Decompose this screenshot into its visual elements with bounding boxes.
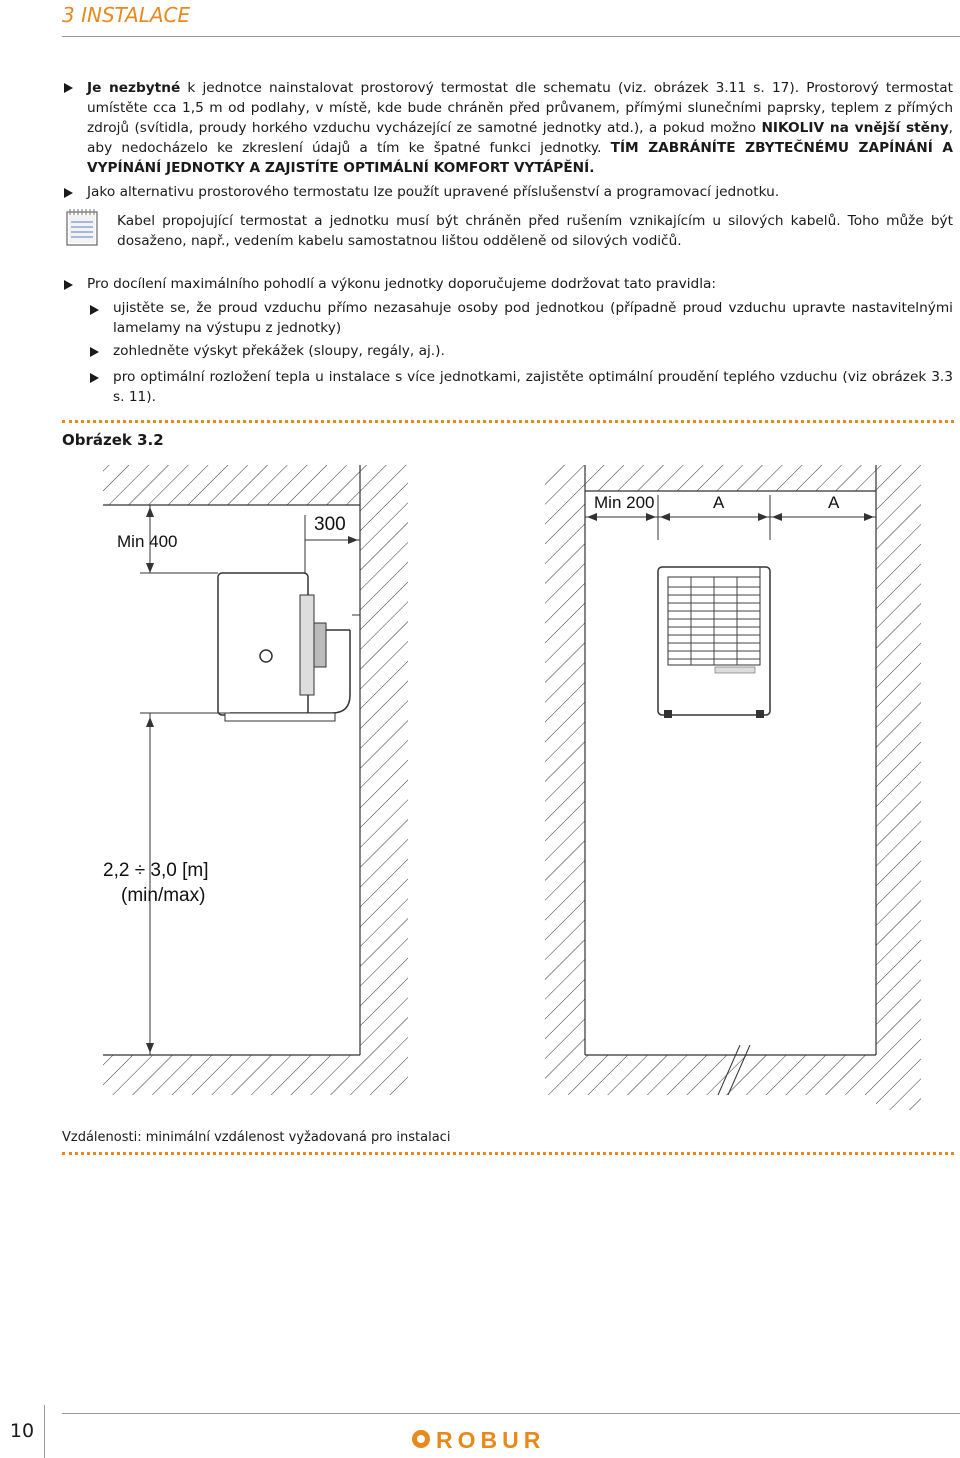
robur-logo bbox=[410, 1426, 605, 1456]
rules-intro: Pro docílení maximálního pohodlí a výkonu jednotky doporučujeme dodržovat tato pravidla: bbox=[87, 276, 717, 292]
rule-item: ujistěte se, že proud vzduchu přímo nezasahuje osoby pod jednotkou (případně proud vzduchu upravte nastavitelnými lamelamy na výstupu z jednotky) bbox=[113, 300, 953, 336]
dotted-separator bbox=[62, 420, 954, 423]
note-text: Kabel propojující termostat a jednotku musí být chráněn před rušením vznikajícím u silových kabelů. Toho může být dosaženo, např., vedením kabelu samostatnou lištou odděleně od silových vodičů. bbox=[117, 213, 953, 249]
dim-min400-label: Min 400 bbox=[117, 532, 178, 551]
right-room-diagram bbox=[545, 465, 921, 1110]
footer-vertical-rule bbox=[44, 1405, 45, 1458]
installation-diagram bbox=[0, 455, 960, 1115]
dim-height-label: 2,2 ÷ 3,0 [m] bbox=[103, 860, 209, 881]
figure-label: Obrázek 3.2 bbox=[62, 431, 164, 449]
bold-warning: NIKOLIV na vnější stěny bbox=[761, 120, 949, 136]
dim-300-label: 300 bbox=[314, 514, 346, 535]
bullet-arrow-icon bbox=[64, 83, 73, 93]
sub-bullet-arrow-icon bbox=[90, 373, 99, 383]
header-rule bbox=[62, 36, 960, 37]
dim-a-label: A bbox=[828, 493, 840, 512]
logo-wordmark: ROBUR bbox=[436, 1427, 546, 1452]
notepad-icon bbox=[66, 207, 100, 247]
paragraph-text: k jednotce nainstalovat prostorový termostat dle schematu (viz. obrázek 3.11 s. 17). Prostorový termostat umístěte cca 1,5 m od podlahy, v místě, kde bude chráněn před průvanem, přímými slunečními paprsky, teplem z přímých zdrojů (svítidla, proudy horkého vzduchu vycházející ze samotné jednotky atd.), a pokud možno bbox=[87, 80, 953, 136]
bullet-arrow-icon bbox=[64, 280, 73, 290]
rule-item: pro optimální rozložení tepla u instalace s více jednotkami, zajistěte optimální proudění teplého vzduchu (viz obrázek 3.3 s. 11). bbox=[113, 369, 953, 405]
bullet-paragraph-alternative: Jako alternativu prostorového termostatu lze použít upravené příslušenství a programovací jednotku. bbox=[87, 184, 780, 200]
left-wall-diagram bbox=[103, 465, 408, 1095]
heater-front-view bbox=[658, 567, 770, 718]
caps-warning: TÍM ZABRÁNÍTE ZBYTEČNÉMU ZAPÍNÁNÍ A VYPÍNÁNÍ JEDNOTKY A ZAJISTÍTE OPTIMÁLNÍ KOMFORT VYTÁPĚNÍ. bbox=[87, 140, 953, 176]
heater-side-view bbox=[218, 573, 360, 721]
dotted-separator bbox=[62, 1152, 954, 1155]
rule-item: zohledněte výskyt překážek (sloupy, regály, aj.). bbox=[113, 343, 445, 359]
page-header bbox=[0, 0, 960, 38]
figure-caption: Vzdálenosti: minimální vzdálenost vyžadovaná pro instalaci bbox=[62, 1130, 451, 1145]
paragraph-text-2: , aby nedocházelo ke zkreslení údajů a tím ke špatné funkci jednotky. bbox=[87, 120, 953, 156]
page-number: 10 bbox=[9, 1420, 35, 1442]
sub-bullet-arrow-icon bbox=[90, 305, 99, 315]
section-title: 3 INSTALACE bbox=[62, 3, 191, 27]
dim-min200-label: Min 200 bbox=[594, 493, 655, 512]
bullet-arrow-icon bbox=[64, 188, 73, 198]
footer-rule bbox=[62, 1413, 960, 1414]
bullet-paragraph-thermostat bbox=[87, 78, 953, 178]
dim-a-label: A bbox=[713, 493, 725, 512]
dim-height-unit-label: (min/max) bbox=[121, 885, 206, 906]
sub-bullet-arrow-icon bbox=[90, 347, 99, 357]
bold-lead: Je nezbytné bbox=[87, 80, 181, 96]
